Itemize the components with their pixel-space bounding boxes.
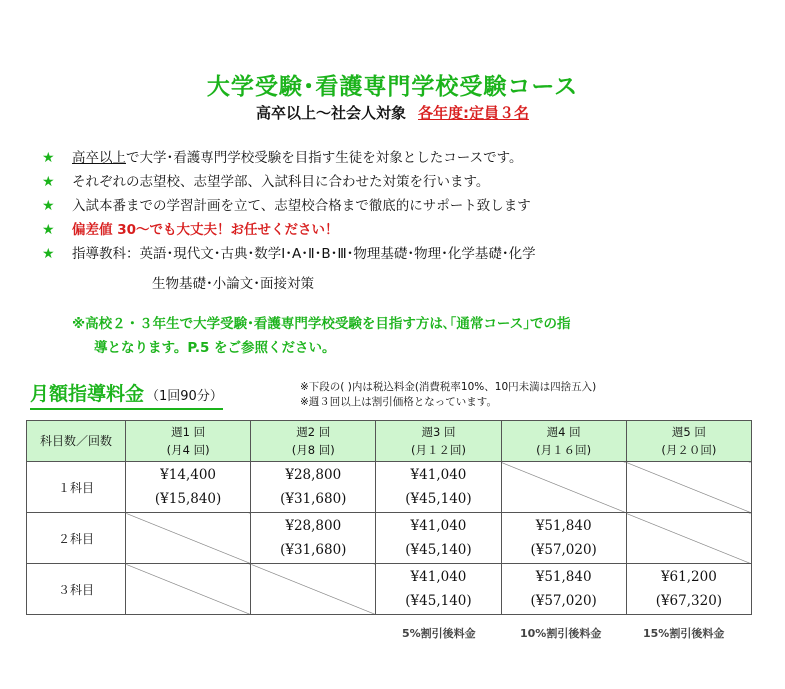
fee-table: [26, 420, 752, 615]
table-header-row: [27, 421, 752, 462]
discount-label: 5%割引後料金: [402, 627, 476, 640]
price-cell: ¥51,840 (¥57,020): [501, 513, 626, 564]
feature-text: 偏差値 30～でも大丈夫！お任せください！: [72, 222, 339, 238]
price-cell: ¥28,800 (¥31,680): [251, 513, 376, 564]
price-cell: ¥41,040 (¥45,140): [376, 513, 501, 564]
table-row: [27, 564, 752, 615]
feature-text: 入試本番までの学習計画を立て、志望校合格まで徹底的にサポート致します: [72, 198, 531, 214]
feature-text: 指導教科：英語･現代文･古典･数学Ⅰ･A･Ⅱ･B･Ⅲ･物理基礎･物理･化学基礎･化学: [72, 246, 536, 262]
tax-note-line: ※下段の( )内は税込料金(消費税率10%、10円未満は四捨五入): [300, 381, 597, 393]
table-row: [27, 513, 752, 564]
price-cell: ¥14,400 (¥15,840): [126, 462, 251, 513]
star-icon: ★: [42, 222, 55, 238]
column-header: 週3 回 (月１２回): [376, 421, 501, 462]
table-row: [27, 462, 752, 513]
star-icon: ★: [42, 246, 55, 262]
unavailable-cell: [626, 462, 751, 513]
feature-item: [42, 220, 742, 244]
feature-item: [42, 244, 742, 268]
price-cell: ¥41,040 (¥45,140): [376, 462, 501, 513]
page-title: 大学受験･看護専門学校受験コース: [206, 74, 579, 100]
unavailable-cell: [501, 462, 626, 513]
capacity-text: 各年度:定員３名: [418, 104, 529, 122]
row-label: １科目: [27, 462, 126, 513]
tax-note: [300, 380, 596, 410]
feature-item: [42, 196, 742, 220]
notice-line: 導となります。P.5 をご参照ください。: [94, 340, 336, 356]
star-icon: ★: [42, 198, 55, 214]
audience-text: 高卒以上～社会人対象: [255, 104, 406, 122]
column-header: 週5 回 (月２０回): [626, 421, 751, 462]
star-icon: ★: [42, 150, 55, 166]
unavailable-cell: [626, 513, 751, 564]
price-cell: ¥61,200 (¥67,320): [626, 564, 751, 615]
unavailable-cell: [251, 564, 376, 615]
feature-item: [42, 148, 742, 172]
feature-item: [42, 172, 742, 196]
unavailable-cell: [126, 564, 251, 615]
corner-header: 科目数／回数: [27, 421, 126, 462]
feature-text: それぞれの志望校、志望学部、入試科目に合わせた対策を行います。: [72, 174, 490, 190]
fees-heading-text: 月額指導料金: [30, 383, 145, 405]
row-label: ３科目: [27, 564, 126, 615]
feature-list: [42, 148, 742, 268]
unavailable-cell: [126, 513, 251, 564]
star-icon: ★: [42, 174, 55, 190]
discount-label: 10%割引後料金: [520, 627, 602, 640]
price-cell: ¥51,840 (¥57,020): [501, 564, 626, 615]
price-cell: ¥41,040 (¥45,140): [376, 564, 501, 615]
notice: [72, 312, 712, 360]
column-header: 週2 回 (月8 回): [251, 421, 376, 462]
column-header: 週1 回 (月4 回): [126, 421, 251, 462]
price-cell: ¥28,800 (¥31,680): [251, 462, 376, 513]
fees-heading: [30, 383, 223, 410]
highlight-text: 高卒以上: [72, 150, 126, 166]
feature-text: で大学･看護専門学校受験を目指す生徒を対象としたコースです。: [126, 150, 523, 166]
session-length: （1回90分）: [146, 389, 223, 404]
discount-label: 15%割引後料金: [643, 627, 725, 640]
page-subtitle: [0, 102, 785, 123]
column-header: 週4 回 (月１６回): [501, 421, 626, 462]
row-label: ２科目: [27, 513, 126, 564]
tax-note-line: ※週３回以上は割引価格となっています。: [300, 396, 497, 408]
notice-line: ※高校２・３年生で大学受験･看護専門学校受験を目指す方は､｢通常コース｣での指: [72, 316, 571, 332]
subjects-continued: 生物基礎･小論文･面接対策: [152, 276, 314, 292]
